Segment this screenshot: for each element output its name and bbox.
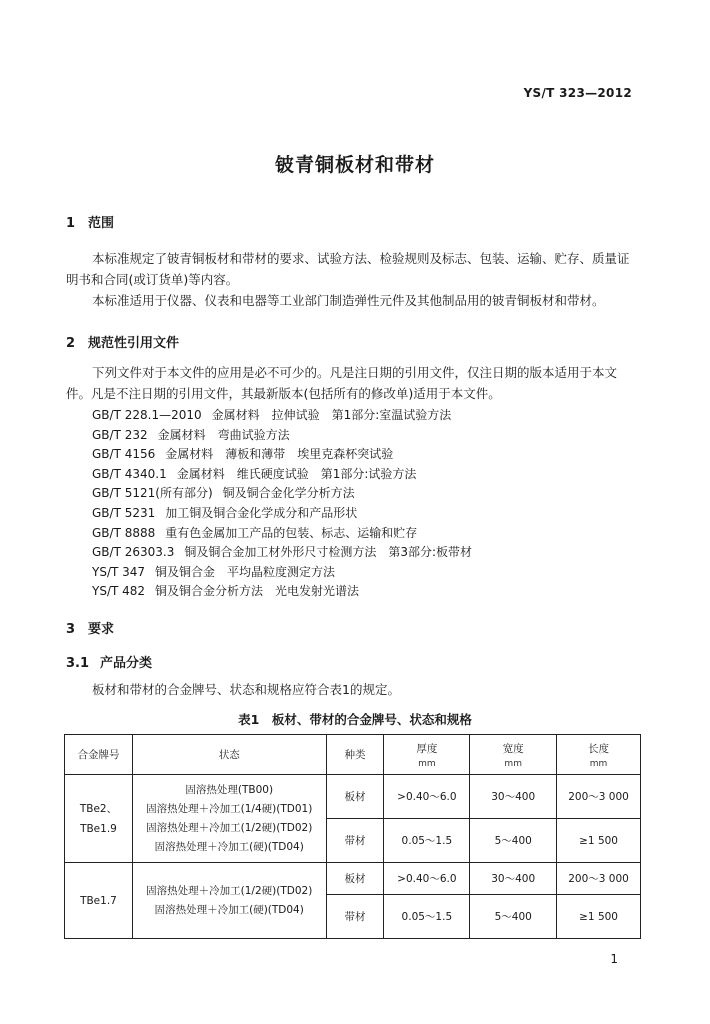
reference-item (92, 426, 290, 443)
page-number: 1 (610, 952, 618, 966)
length-cell: 200～3 000 (557, 775, 641, 819)
reference-item (92, 524, 417, 541)
header-state: 状态 (132, 735, 326, 775)
section-number: 1 (66, 216, 76, 231)
subsection-number: 3.1 (66, 656, 90, 671)
header-width-unit: mm (504, 758, 522, 769)
kind-cell: 带材 (326, 895, 384, 939)
reference-item (92, 543, 472, 560)
standard-number: YS/T 323—2012 (523, 86, 632, 100)
reference-code: GB/T 4156 (92, 447, 156, 462)
alloy-cell: TBe1.7 (65, 863, 133, 939)
reference-code: GB/T 4340.1 (92, 466, 167, 481)
reference-title: 金属材料 弯曲试验方法 (157, 427, 290, 442)
reference-title: 铜及铜合金 平均晶粒度测定方法 (155, 564, 336, 579)
section-2-heading (66, 332, 179, 351)
section-1-heading (66, 212, 114, 231)
reference-title: 加工铜及铜合金化学成分和产品形状 (165, 506, 358, 520)
table-row (65, 775, 641, 819)
state-item: 固溶热处理＋冷加工(1/2硬)(TD02) (146, 821, 313, 834)
header-thickness-unit: mm (418, 758, 436, 769)
subsection-3-1-heading (66, 652, 152, 671)
table-body (65, 775, 641, 939)
table-caption: 表1 板材、带材的合金牌号、状态和规格 (238, 712, 472, 727)
length-cell: 200～3 000 (557, 863, 641, 895)
reference-code: GB/T 5231 (92, 506, 156, 520)
length-cell: ≥1 500 (557, 819, 641, 863)
state-item: 固溶热处理＋冷加工(1/2硬)(TD02) (146, 884, 313, 897)
state-cell (132, 775, 326, 863)
reference-code: GB/T 232 (92, 427, 148, 442)
width-cell: 30～400 (470, 775, 557, 819)
state-item: 固溶热处理＋冷加工(1/4硬)(TD01) (146, 802, 313, 815)
width-cell: 30～400 (470, 863, 557, 895)
header-kind: 种类 (326, 735, 384, 775)
reference-item (92, 504, 357, 521)
reference-code: GB/T 5121(所有部分) (92, 486, 213, 501)
reference-code: YS/T 482 (92, 584, 146, 599)
subsection-title: 产品分类 (100, 656, 153, 671)
thickness-cell: 0.05～1.5 (384, 819, 470, 863)
section-title: 要求 (88, 622, 115, 637)
thickness-cell: 0.05～1.5 (384, 895, 470, 939)
kind-cell: 板材 (326, 775, 384, 819)
reference-title: 金属材料 薄板和薄带 埃里克森杯突试验 (165, 447, 394, 462)
section-3-heading (66, 618, 114, 637)
section-1-paragraph-1: 本标准规定了铍青铜板材和带材的要求、试验方法、检验规则及标志、包装、运输、贮存、质量证明书和合同(或订货单)等内容。 (66, 251, 630, 287)
section-number: 3 (66, 622, 76, 637)
spec-table (64, 734, 641, 939)
document-title: 铍青铜板材和带材 (274, 154, 435, 176)
reference-title: 重有色金属加工产品的包装、标志、运输和贮存 (165, 525, 418, 540)
width-cell: 5～400 (470, 819, 557, 863)
thickness-cell: >0.40～6.0 (384, 863, 470, 895)
reference-title: 金属材料 维氏硬度试验 第1部分:试验方法 (176, 466, 417, 481)
reference-item (92, 445, 393, 462)
reference-item (92, 582, 359, 599)
state-cell (132, 863, 326, 939)
reference-code: GB/T 26303.3 (92, 545, 175, 560)
header-length (557, 735, 641, 775)
reference-item (92, 563, 335, 580)
header-thickness (384, 735, 470, 775)
kind-cell: 带材 (326, 819, 384, 863)
header-width-label: 宽度 (502, 742, 524, 755)
state-item: 固溶热处理＋冷加工(硬)(TD04) (154, 840, 304, 853)
alloy-cell: TBe2、 TBe1.9 (65, 775, 133, 863)
state-item: 固溶热处理＋冷加工(硬)(TD04) (154, 903, 304, 916)
state-item: 固溶热处理(TB00) (185, 783, 274, 796)
width-cell: 5～400 (470, 895, 557, 939)
reference-code: GB/T 8888 (92, 525, 156, 540)
subsection-3-1-paragraph: 板材和带材的合金牌号、状态和规格应符合表1的规定。 (92, 682, 400, 697)
section-title: 规范性引用文件 (88, 336, 180, 351)
reference-code: GB/T 228.1—2010 (92, 408, 202, 422)
section-number: 2 (66, 336, 76, 351)
reference-item (92, 465, 416, 482)
reference-title: 铜及铜合金加工材外形尺寸检测方法 第3部分:板带材 (184, 545, 473, 560)
reference-item (92, 484, 355, 501)
kind-cell: 板材 (326, 863, 384, 895)
header-length-label: 长度 (588, 742, 610, 755)
section-title: 范围 (88, 216, 115, 231)
section-1-paragraph-2: 本标准适用于仪器、仪表和电器等工业部门制造弹性元件及其他制品用的铍青铜板材和带材。 (92, 293, 605, 308)
length-cell: ≥1 500 (557, 895, 641, 939)
header-width (470, 735, 557, 775)
table-row (65, 863, 641, 895)
section-2-paragraph-1: 下列文件对于本文件的应用是必不可少的。凡是注日期的引用文件，仅注日期的版本适用于本文件。凡是不注日期的引用文件，其最新版本(包括所有的修改单)适用于本文件。 (66, 365, 618, 401)
reference-title: 铜及铜合金分析方法 光电发射光谱法 (155, 584, 360, 599)
reference-title: 金属材料 拉伸试验 第1部分:室温试验方法 (211, 408, 452, 422)
reference-title: 铜及铜合金化学分析方法 (222, 486, 355, 501)
header-length-unit: mm (589, 758, 608, 769)
reference-code: YS/T 347 (92, 564, 146, 579)
header-thickness-label: 厚度 (416, 742, 438, 755)
thickness-cell: >0.40～6.0 (384, 775, 470, 819)
header-alloy: 合金牌号 (65, 735, 133, 775)
table-header-row (65, 735, 641, 775)
reference-item (92, 406, 451, 423)
